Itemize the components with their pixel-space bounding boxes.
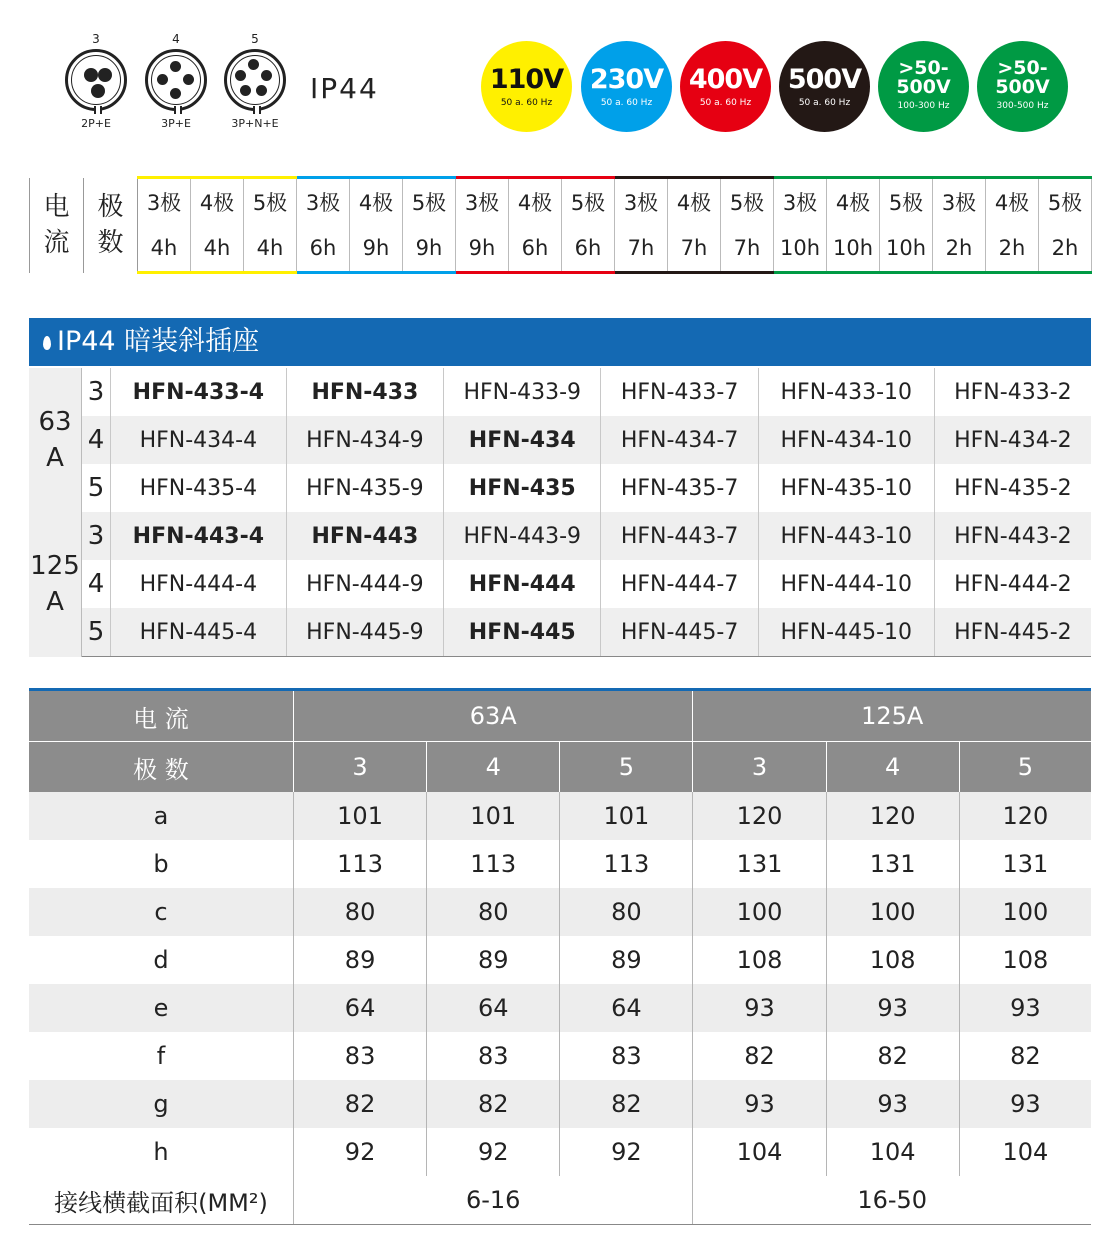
pole-count: 4极 xyxy=(191,178,244,226)
dimension-value: 82 xyxy=(693,1032,826,1080)
pole-count: 5极 xyxy=(880,178,933,226)
duration-hours: 9h xyxy=(350,225,403,273)
dimension-value: 89 xyxy=(427,936,560,984)
dimension-value: 100 xyxy=(826,888,959,936)
dimension-value: 108 xyxy=(693,936,826,984)
pole-count: 5极 xyxy=(244,178,297,226)
plug-3-pin xyxy=(57,33,135,130)
plug-4-pin xyxy=(137,33,215,130)
dimension-value: 113 xyxy=(427,840,560,888)
pin-dot xyxy=(183,74,194,85)
duration-hours: 6h xyxy=(562,225,615,273)
model-code: HFN-434 xyxy=(444,416,601,464)
dimension-value: 131 xyxy=(826,840,959,888)
model-code: HFN-443-9 xyxy=(444,512,601,560)
duration-hours: 7h xyxy=(615,225,668,273)
pin-dot xyxy=(170,88,181,99)
plug-config-label: 3P+E xyxy=(161,117,191,130)
section-title: IP44 暗装斜插座 xyxy=(57,326,260,357)
table-row xyxy=(29,840,1091,888)
pole-count: 5极 xyxy=(562,178,615,226)
dimension-value: 64 xyxy=(560,984,693,1032)
model-code: HFN-444-7 xyxy=(601,560,758,608)
dimension-value: 131 xyxy=(693,840,826,888)
dimension-table xyxy=(29,688,1091,1225)
pole-count: 3极 xyxy=(615,178,668,226)
amp-header: 125A xyxy=(693,690,1091,742)
duration-hours: 4h xyxy=(244,225,297,273)
voltage-value: 230V xyxy=(589,64,664,95)
socket-face-icon xyxy=(145,49,207,111)
pole-count: 3极 xyxy=(456,178,509,226)
frequency-label: 100-300 Hz xyxy=(897,101,950,111)
duration-hours: 2h xyxy=(986,225,1039,273)
model-code: HFN-445-9 xyxy=(286,608,443,657)
pole-count: 5极 xyxy=(1039,178,1092,226)
duration-hours: 4h xyxy=(138,225,191,273)
dimension-value: 120 xyxy=(959,792,1091,840)
wire-section-label: 接线横截面积(MM²) xyxy=(29,1176,294,1225)
dimension-value: 80 xyxy=(560,888,693,936)
model-code: HFN-445-10 xyxy=(758,608,934,657)
dimension-value: 100 xyxy=(959,888,1091,936)
table-row xyxy=(29,560,1091,608)
pole-count: 4极 xyxy=(986,178,1039,226)
duration-hours: 2h xyxy=(1039,225,1092,273)
pin-dot xyxy=(170,61,181,72)
voltage-badge xyxy=(581,41,672,132)
model-code: HFN-433-10 xyxy=(758,368,934,416)
voltage-range: >50- xyxy=(997,57,1048,79)
dimension-value: 92 xyxy=(560,1128,693,1176)
dimension-value: 93 xyxy=(959,984,1091,1032)
dimension-value: 82 xyxy=(560,1080,693,1128)
table-row xyxy=(29,416,1091,464)
table-row xyxy=(29,1176,1091,1225)
model-code: HFN-434-2 xyxy=(934,416,1091,464)
pole-count: 5极 xyxy=(721,178,774,226)
current-rating: 125 A xyxy=(29,512,82,657)
pin-dot xyxy=(261,70,272,81)
voltage-badge xyxy=(779,41,870,132)
dimension-value: 113 xyxy=(560,840,693,888)
poles-hours-table xyxy=(29,176,1092,274)
model-code: HFN-435-9 xyxy=(286,464,443,512)
frequency-label: 50 a. 60 Hz xyxy=(798,98,851,108)
plug-config-label: 3P+N+E xyxy=(231,117,279,130)
dimension-value: 104 xyxy=(959,1128,1091,1176)
model-code: HFN-435-4 xyxy=(111,464,287,512)
pole-header: 3 xyxy=(294,742,427,793)
duration-hours: 6h xyxy=(509,225,562,273)
water-drop-icon xyxy=(43,336,51,350)
dimension-key: f xyxy=(29,1032,294,1080)
dimension-value: 89 xyxy=(294,936,427,984)
pole-header: 5 xyxy=(959,742,1091,793)
current-label: 电 流 xyxy=(29,690,294,742)
dimension-value: 82 xyxy=(959,1032,1091,1080)
model-code: HFN-433-7 xyxy=(601,368,758,416)
header-row xyxy=(29,742,1091,793)
protection-rating: IP44 xyxy=(310,72,379,105)
model-code: HFN-434-4 xyxy=(111,416,287,464)
model-code: HFN-433 xyxy=(286,368,443,416)
pin-dot xyxy=(256,85,267,96)
model-code: HFN-445-7 xyxy=(601,608,758,657)
model-table xyxy=(29,368,1091,657)
voltage-range-max: 500V xyxy=(995,76,1050,98)
model-code: HFN-444-2 xyxy=(934,560,1091,608)
duration-hours: 6h xyxy=(297,225,350,273)
dimension-value: 93 xyxy=(693,984,826,1032)
dimension-value: 120 xyxy=(826,792,959,840)
dimension-value: 131 xyxy=(959,840,1091,888)
frequency-label: 300-500 Hz xyxy=(996,101,1049,111)
model-code: HFN-443-4 xyxy=(111,512,287,560)
dimension-value: 104 xyxy=(826,1128,959,1176)
voltage-badge xyxy=(977,41,1068,132)
pole-number: 5 xyxy=(82,464,111,512)
table-row xyxy=(29,464,1091,512)
pin-dot xyxy=(240,85,251,96)
duration-hours: 9h xyxy=(403,225,456,273)
dimension-value: 64 xyxy=(294,984,427,1032)
pole-header: 4 xyxy=(826,742,959,793)
model-code: HFN-444-9 xyxy=(286,560,443,608)
dimension-value: 113 xyxy=(294,840,427,888)
model-code: HFN-433-9 xyxy=(444,368,601,416)
table-row xyxy=(29,368,1091,416)
socket-face-icon xyxy=(224,49,286,111)
pole-count: 3极 xyxy=(774,178,827,226)
duration-hours: 10h xyxy=(827,225,880,273)
dimension-value: 93 xyxy=(959,1080,1091,1128)
dimension-key: e xyxy=(29,984,294,1032)
table-row xyxy=(29,512,1091,560)
plug-pin-count: 3 xyxy=(92,32,100,46)
dimension-value: 104 xyxy=(693,1128,826,1176)
model-code: HFN-444-10 xyxy=(758,560,934,608)
model-code: HFN-443 xyxy=(286,512,443,560)
model-code: HFN-435-2 xyxy=(934,464,1091,512)
voltage-range: >50- xyxy=(898,57,949,79)
dimension-value: 82 xyxy=(427,1080,560,1128)
model-code: HFN-433-4 xyxy=(111,368,287,416)
table-row xyxy=(29,1080,1091,1128)
pole-number: 5 xyxy=(82,608,111,657)
plug-5-pin xyxy=(216,33,294,130)
dimension-key: a xyxy=(29,792,294,840)
model-code: HFN-445-2 xyxy=(934,608,1091,657)
pole-number: 4 xyxy=(82,416,111,464)
pole-count: 5极 xyxy=(403,178,456,226)
dimension-value: 89 xyxy=(560,936,693,984)
table-row xyxy=(29,888,1091,936)
dimension-value: 92 xyxy=(427,1128,560,1176)
model-code: HFN-443-10 xyxy=(758,512,934,560)
dimension-value: 93 xyxy=(826,1080,959,1128)
duration-hours: 2h xyxy=(933,225,986,273)
model-code: HFN-444 xyxy=(444,560,601,608)
dimension-value: 83 xyxy=(294,1032,427,1080)
voltage-badge xyxy=(878,41,969,132)
dimension-value: 100 xyxy=(693,888,826,936)
dimension-value: 108 xyxy=(826,936,959,984)
pole-count: 4极 xyxy=(509,178,562,226)
pin-dot xyxy=(235,70,246,81)
poles-label: 极 数 xyxy=(29,742,294,793)
model-code: HFN-434-7 xyxy=(601,416,758,464)
pole-header: 4 xyxy=(427,742,560,793)
dimension-value: 80 xyxy=(294,888,427,936)
model-code: HFN-435 xyxy=(444,464,601,512)
dimension-value: 83 xyxy=(427,1032,560,1080)
model-code: HFN-434-9 xyxy=(286,416,443,464)
table-row xyxy=(29,608,1091,657)
dimension-key: h xyxy=(29,1128,294,1176)
pin-dot xyxy=(91,84,105,98)
pole-count: 3极 xyxy=(138,178,191,226)
dimension-value: 92 xyxy=(294,1128,427,1176)
dimension-value: 101 xyxy=(294,792,427,840)
table-row xyxy=(29,1032,1091,1080)
dimension-value: 101 xyxy=(427,792,560,840)
model-code: HFN-435-7 xyxy=(601,464,758,512)
pole-header: 3 xyxy=(693,742,826,793)
dimension-key: c xyxy=(29,888,294,936)
model-code: HFN-433-2 xyxy=(934,368,1091,416)
model-code: HFN-445-4 xyxy=(111,608,287,657)
duration-hours: 9h xyxy=(456,225,509,273)
pole-number: 4 xyxy=(82,560,111,608)
dimension-value: 108 xyxy=(959,936,1091,984)
pole-count: 4极 xyxy=(668,178,721,226)
model-code: HFN-434-10 xyxy=(758,416,934,464)
pole-count: 3极 xyxy=(933,178,986,226)
dimension-value: 82 xyxy=(826,1032,959,1080)
voltage-range-max: 500V xyxy=(896,76,951,98)
duration-hours: 7h xyxy=(721,225,774,273)
dimension-value: 83 xyxy=(560,1032,693,1080)
duration-hours: 7h xyxy=(668,225,721,273)
model-code: HFN-443-7 xyxy=(601,512,758,560)
table-row xyxy=(29,984,1091,1032)
section-header xyxy=(29,318,1091,366)
frequency-label: 50 a. 60 Hz xyxy=(500,98,553,108)
duration-hours: 10h xyxy=(774,225,827,273)
dimension-value: 80 xyxy=(427,888,560,936)
plug-pin-count: 4 xyxy=(172,32,180,46)
dimension-key: d xyxy=(29,936,294,984)
dimension-value: 64 xyxy=(427,984,560,1032)
voltage-value: 500V xyxy=(787,64,862,95)
voltage-badge xyxy=(680,41,771,132)
current-rating: 63 A xyxy=(29,368,82,512)
pole-number: 3 xyxy=(82,368,111,416)
pole-header: 5 xyxy=(560,742,693,793)
frequency-label: 50 a. 60 Hz xyxy=(699,98,752,108)
voltage-value: 400V xyxy=(688,64,763,95)
pole-count: 4极 xyxy=(350,178,403,226)
pole-count: 4极 xyxy=(827,178,880,226)
pin-dot xyxy=(157,74,168,85)
model-code: HFN-443-2 xyxy=(934,512,1091,560)
amp-header: 63A xyxy=(294,690,693,742)
current-label: 电 流 xyxy=(30,178,84,273)
pole-number: 3 xyxy=(82,512,111,560)
socket-face-icon xyxy=(65,49,127,111)
poles-label: 极 数 xyxy=(84,178,138,273)
dimension-value: 101 xyxy=(560,792,693,840)
voltage-badge xyxy=(481,41,572,132)
model-code: HFN-444-4 xyxy=(111,560,287,608)
table-row xyxy=(29,936,1091,984)
voltage-value: 110V xyxy=(489,64,564,95)
model-code: HFN-435-10 xyxy=(758,464,934,512)
header-row xyxy=(29,690,1091,742)
plug-config-label: 2P+E xyxy=(81,117,111,130)
pin-dot xyxy=(84,68,98,82)
duration-hours: 10h xyxy=(880,225,933,273)
model-code: HFN-445 xyxy=(444,608,601,657)
dimension-value: 93 xyxy=(693,1080,826,1128)
frequency-label: 50 a. 60 Hz xyxy=(600,98,653,108)
dimension-value: 82 xyxy=(294,1080,427,1128)
pin-dot xyxy=(248,59,259,70)
table-row xyxy=(29,792,1091,840)
pole-count: 3极 xyxy=(297,178,350,226)
wire-section-value: 16-50 xyxy=(693,1176,1091,1225)
wire-section-value: 6-16 xyxy=(294,1176,693,1225)
dimension-key: g xyxy=(29,1080,294,1128)
duration-hours: 4h xyxy=(191,225,244,273)
dimension-value: 93 xyxy=(826,984,959,1032)
table-row xyxy=(29,1128,1091,1176)
dimension-key: b xyxy=(29,840,294,888)
dimension-value: 120 xyxy=(693,792,826,840)
pin-dot xyxy=(98,68,112,82)
plug-pin-count: 5 xyxy=(251,32,259,46)
